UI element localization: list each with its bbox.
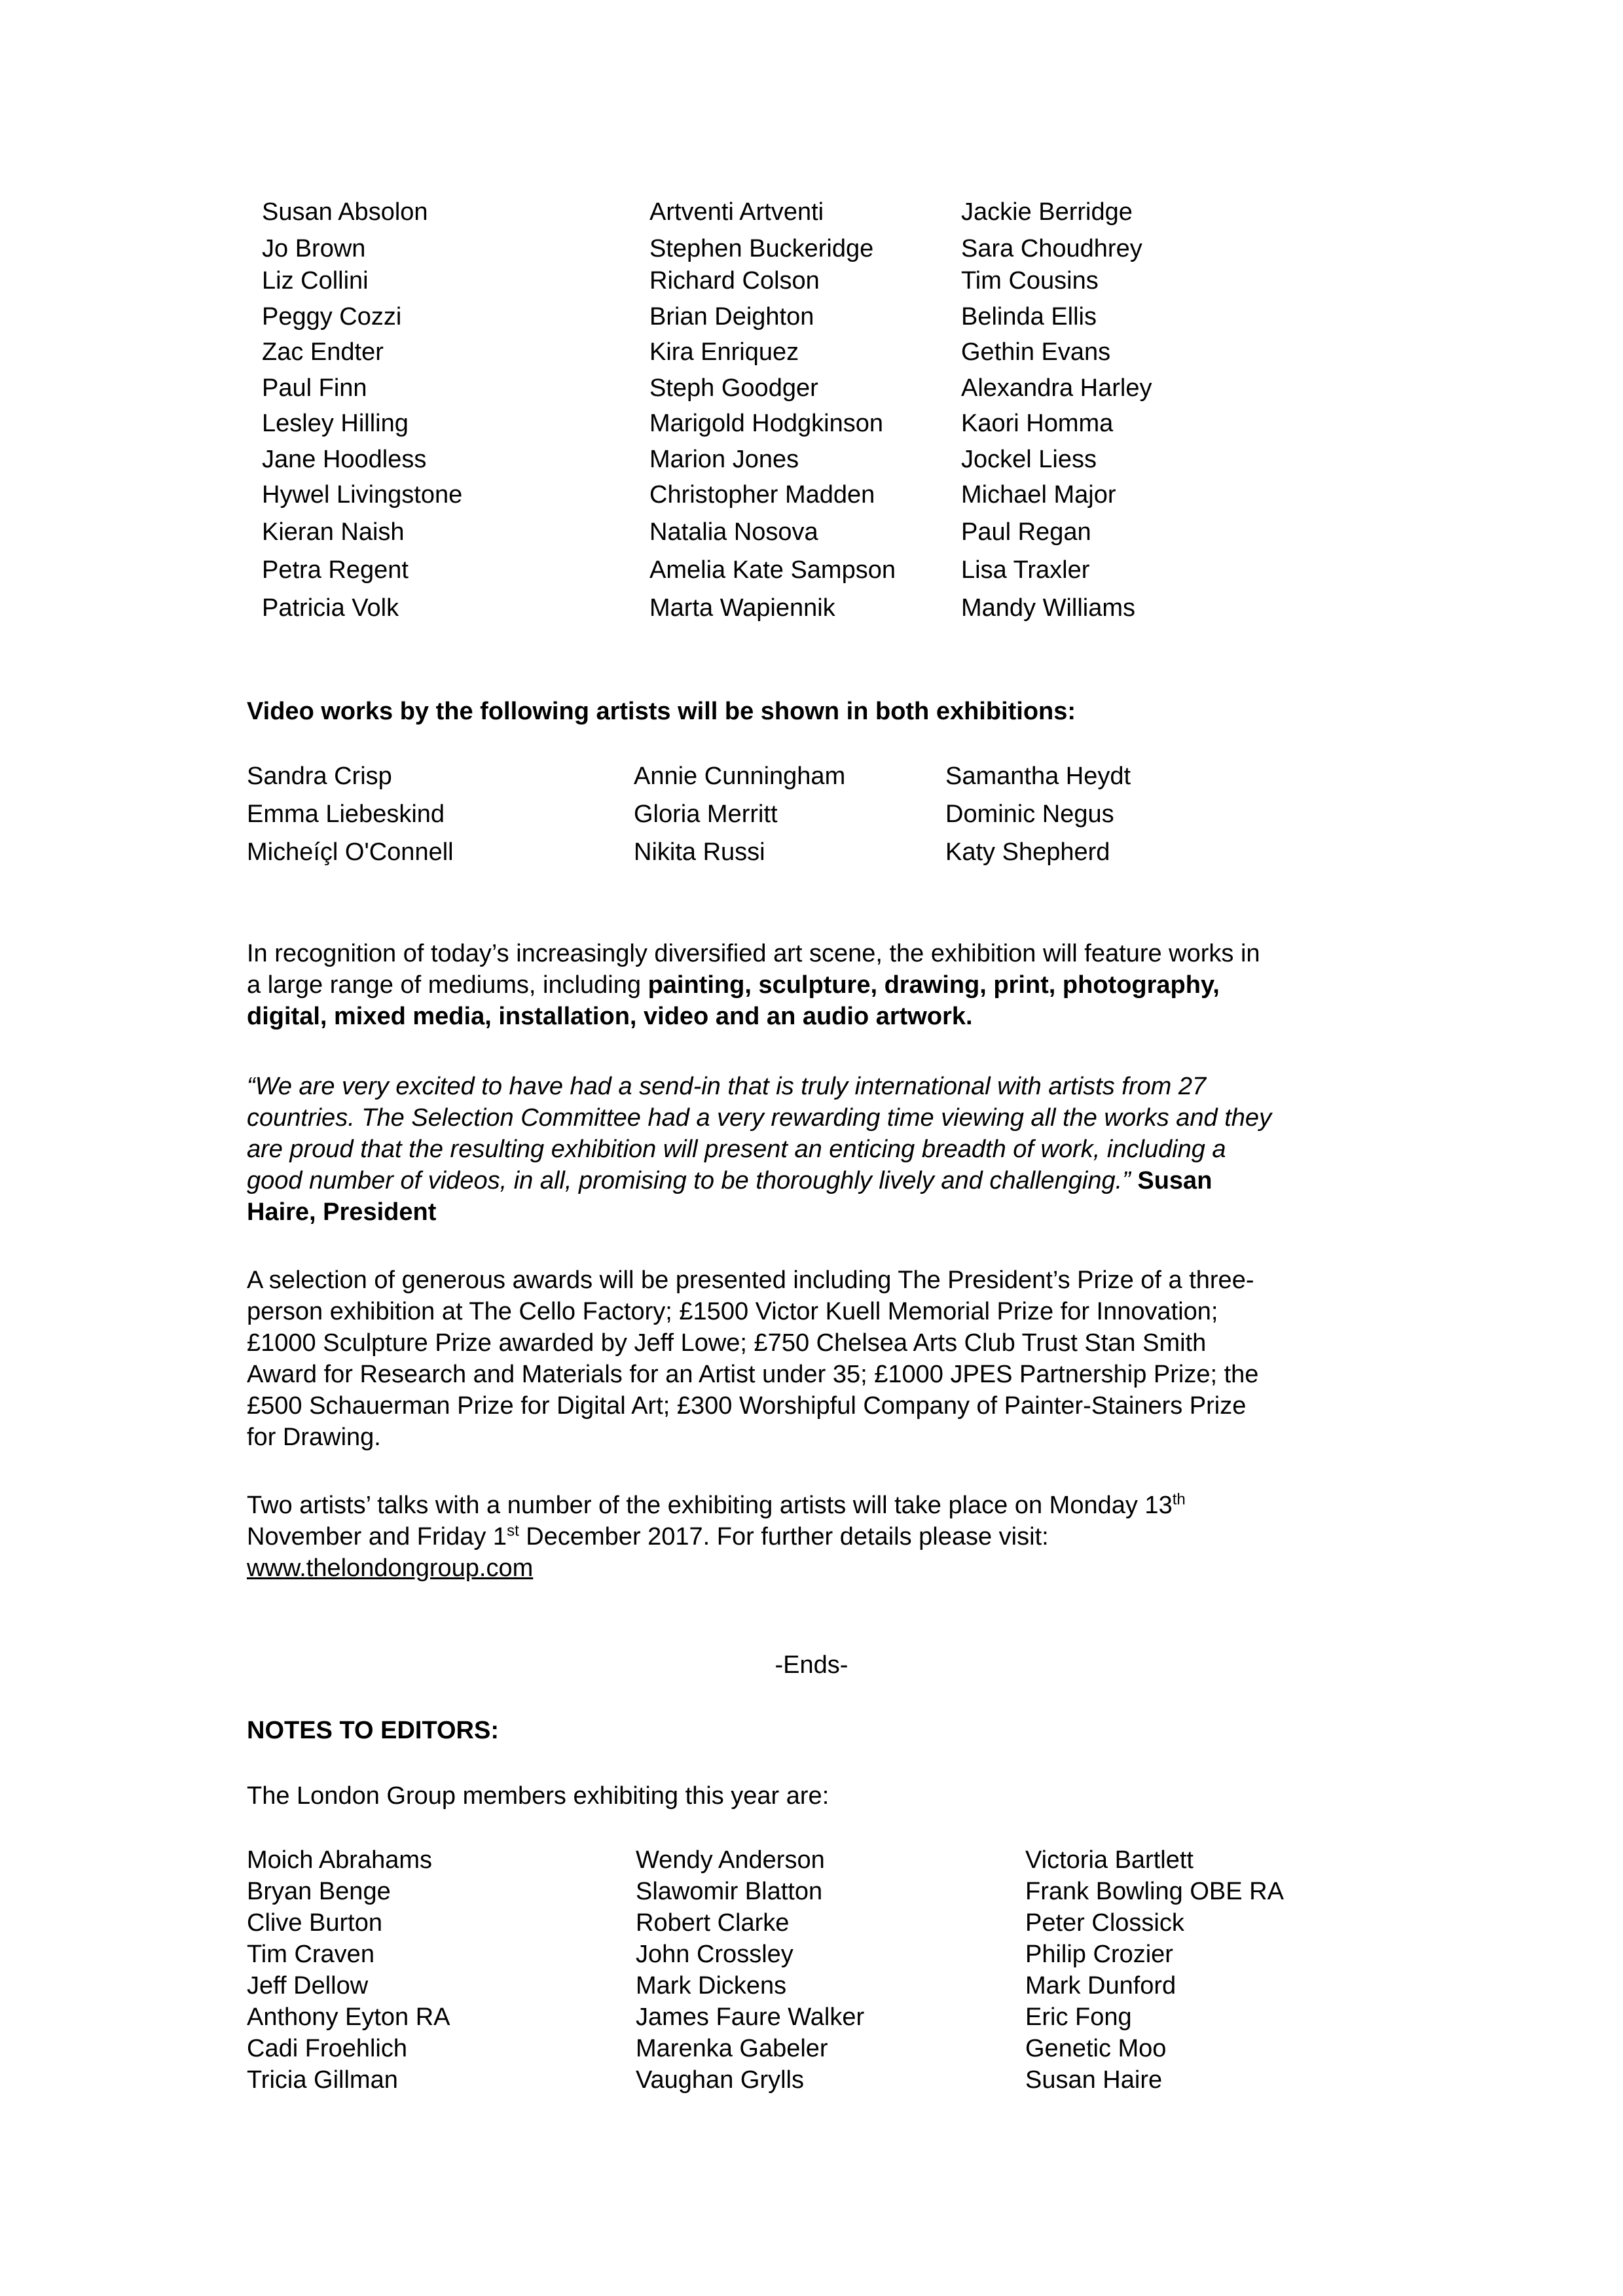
member-name: Anthony Eyton RA [247, 2003, 450, 2031]
member-name: Robert Clarke [636, 1909, 790, 1937]
member-name: Mark Dickens [636, 1972, 787, 2000]
quote-attribution: Haire, President [247, 1198, 437, 1226]
quote-text: “We are very excited to have had a send-in that is truly international with artists from 27 [247, 1073, 1207, 1100]
artist-name: Jane Hoodless [262, 446, 427, 473]
artist-name: Brian Deighton [649, 303, 814, 331]
members-intro: The London Group members exhibiting this year are: [247, 1782, 830, 1810]
artist-name: Lisa Traxler [961, 556, 1090, 584]
artist-name: Marta Wapiennik [649, 594, 835, 622]
member-name: James Faure Walker [636, 2003, 865, 2031]
member-name: Mark Dunford [1025, 1972, 1176, 2000]
artist-name: Richard Colson [649, 267, 820, 295]
artist-name: Artventi Artventi [649, 198, 824, 226]
paragraph-line: person exhibition at The Cello Factory; £1500 Victor Kuell Memorial Prize for Innovation; [247, 1298, 1218, 1325]
artist-name: Paul Finn [262, 374, 367, 402]
video-works-heading: Video works by the following artists will be shown in both exhibitions: [247, 698, 1076, 725]
paragraph-line [247, 1001, 973, 1032]
artist-name: Nikita Russi [634, 838, 765, 866]
ordinal-suffix: st [507, 1522, 519, 1540]
artist-name: Peggy Cozzi [262, 303, 402, 331]
artist-name: Mandy Williams [961, 594, 1136, 622]
artist-name: Jackie Berridge [961, 198, 1133, 226]
artist-name: Zac Endter [262, 338, 384, 366]
member-name: Bryan Benge [247, 1878, 391, 1905]
member-name: Frank Bowling OBE RA [1025, 1878, 1284, 1905]
artist-name: Alexandra Harley [961, 374, 1152, 402]
paragraph-line [247, 969, 1220, 1001]
artist-name: Hywel Livingstone [262, 481, 463, 509]
quote-text: countries. The Selection Committee had a very rewarding time viewing all the works and they [247, 1104, 1272, 1132]
member-name: Peter Clossick [1025, 1909, 1184, 1937]
quote-line [247, 1165, 1212, 1196]
paragraph-text: November and Friday 1 [247, 1523, 507, 1551]
quote-text: good number of videos, in all, promising to be thoroughly lively and challenging.” [247, 1167, 1131, 1194]
member-name: Moich Abrahams [247, 1846, 433, 1874]
artist-name: Tim Cousins [961, 267, 1099, 295]
member-name: Wendy Anderson [636, 1846, 825, 1874]
artist-name: Sara Choudhrey [961, 235, 1142, 262]
artist-name: Natalia Nosova [649, 518, 818, 546]
artist-name: Gethin Evans [961, 338, 1111, 366]
paragraph-line: A selection of generous awards will be presented including The President’s Prize of a three- [247, 1266, 1254, 1294]
quote-line [247, 1071, 1206, 1102]
website-link[interactable]: www.thelondongroup.com [247, 1554, 534, 1582]
member-name: Marenka Gabeler [636, 2035, 828, 2062]
artist-name: Jo Brown [262, 235, 366, 262]
artist-name: Amelia Kate Sampson [649, 556, 896, 584]
paragraph-text: Two artists’ talks with a number of the exhibiting artists will take place on Monday 13 [247, 1492, 1173, 1519]
mediums-list: painting, sculpture, drawing, print, photography, [647, 971, 1220, 999]
ordinal-suffix: th [1172, 1490, 1186, 1509]
member-name: John Crossley [636, 1941, 793, 1968]
artist-name: Christopher Madden [649, 481, 875, 509]
artist-name: Marigold Hodgkinson [649, 410, 883, 437]
artist-name: Lesley Hilling [262, 410, 409, 437]
member-name: Philip Crozier [1025, 1941, 1173, 1968]
member-name: Genetic Moo [1025, 2035, 1167, 2062]
artist-name: Susan Absolon [262, 198, 428, 226]
artist-name: Michael Major [961, 481, 1116, 509]
member-name: Tim Craven [247, 1941, 374, 1968]
member-name: Victoria Bartlett [1025, 1846, 1194, 1874]
artist-name: Steph Goodger [649, 374, 818, 402]
artist-name: Gloria Merritt [634, 800, 778, 828]
paragraph-text: a large range of mediums, including [247, 971, 648, 999]
quote-line [247, 1196, 436, 1228]
artist-name: Paul Regan [961, 518, 1091, 546]
member-name: Tricia Gillman [247, 2066, 398, 2094]
member-name: Vaughan Grylls [636, 2066, 804, 2094]
mediums-list: digital, mixed media, installation, video and an audio artwork. [247, 1003, 973, 1030]
quote-line [247, 1102, 1271, 1134]
artist-name: Samantha Heydt [945, 762, 1131, 790]
member-name: Eric Fong [1025, 2003, 1132, 2031]
quote-attribution: Susan [1130, 1167, 1213, 1194]
paragraph-line [247, 1521, 1049, 1552]
artist-name: Micheíçl O'Connell [247, 838, 454, 866]
notes-heading: NOTES TO EDITORS: [247, 1717, 499, 1744]
paragraph-line: £1000 Sculpture Prize awarded by Jeff Lowe; £750 Chelsea Arts Club Trust Stan Smith [247, 1329, 1207, 1357]
artist-name: Stephen Buckeridge [649, 235, 874, 262]
artist-name: Kaori Homma [961, 410, 1114, 437]
member-name: Slawomir Blatton [636, 1878, 823, 1905]
paragraph-line: Award for Research and Materials for an Artist under 35; £1000 JPES Partnership Prize; the [247, 1361, 1259, 1388]
artist-name: Jockel Liess [961, 446, 1097, 473]
paragraph-line: In recognition of today’s increasingly diversified art scene, the exhibition will feature works in [247, 940, 1260, 967]
artist-name: Kira Enriquez [649, 338, 799, 366]
artist-name: Katy Shepherd [945, 838, 1110, 866]
paragraph-line: £500 Schauerman Prize for Digital Art; £300 Worshipful Company of Painter-Stainers Prize [247, 1392, 1247, 1420]
artist-name: Sandra Crisp [247, 762, 392, 790]
member-name: Clive Burton [247, 1909, 382, 1937]
artist-name: Belinda Ellis [961, 303, 1097, 331]
quote-text: are proud that the resulting exhibition will present an enticing breadth of work, including a [247, 1136, 1226, 1163]
artist-name: Kieran Naish [262, 518, 405, 546]
artist-name: Marion Jones [649, 446, 799, 473]
paragraph-text: December 2017. For further details please visit: [519, 1523, 1049, 1551]
member-name: Susan Haire [1025, 2066, 1163, 2094]
quote-line [247, 1134, 1226, 1165]
artist-name: Annie Cunningham [634, 762, 846, 790]
paragraph-line [247, 1490, 1186, 1521]
member-name: Cadi Froehlich [247, 2035, 407, 2062]
ends-marker: -Ends- [775, 1651, 848, 1679]
artist-name: Emma Liebeskind [247, 800, 445, 828]
paragraph-line: for Drawing. [247, 1424, 381, 1451]
artist-name: Liz Collini [262, 267, 369, 295]
artist-name: Patricia Volk [262, 594, 399, 622]
artist-name: Dominic Negus [945, 800, 1114, 828]
member-name: Jeff Dellow [247, 1972, 369, 2000]
artist-name: Petra Regent [262, 556, 409, 584]
